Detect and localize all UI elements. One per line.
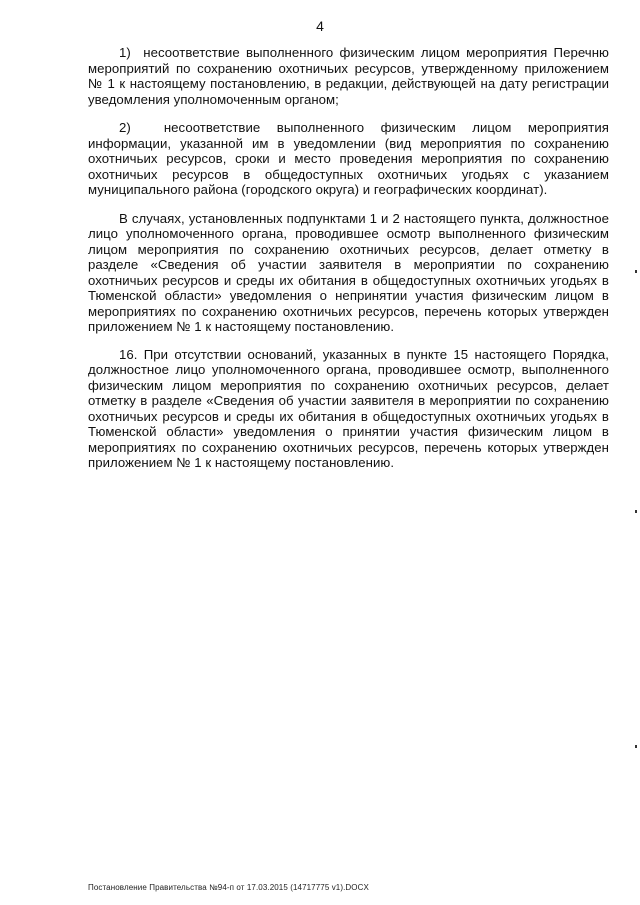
document-body <box>88 45 609 471</box>
paragraph-item-1: 1) несоответствие выполненного физическим лицом мероприятия Перечню мероприятий по сохранению охотничьих ресурсов, утвержденному приложением № 1 к настоящему постановлению, в редакции, действующей на дату регистрации уведомления уполномоченным органом; <box>88 45 609 107</box>
scan-edge-mark <box>635 745 637 748</box>
paragraph-cases: В случаях, установленных подпунктами 1 и 2 настоящего пункта, должностное лицо уполномоченного органа, проводившее осмотр выполненного физическим лицом мероприятия по сохранению охотничьих ресурсов, делает отметку в разделе «Сведения об участии заявителя в мероприятии по сохранению охотничьих ресурсов и среды их обитания в общедоступных охотничьих угодьях в Тюменской области» уведомления о непринятии участия физическим лицом в мероприятиях по сохранению охотничьих ресурсов, перечень которых утвержден приложением № 1 к настоящему постановлению. <box>88 210 609 334</box>
scan-edge-mark <box>635 270 637 273</box>
paragraph-item-2: 2) несоответствие выполненного физическим лицом мероприятия информации, указанной им в уведомлении (вид мероприятия по сохранению охотничьих ресурсов, сроки и место проведения мероприятия по сохранению охотничьих ресурсов в общедоступных охотничьих угодьях с указанием муниципального района (городского округа) и географических координат). <box>88 120 609 197</box>
paragraph-16: 16. При отсутствии оснований, указанных в пункте 15 настоящего Порядка, должностное лицо уполномоченного органа, проводившее осмотр, выполненного физическим лицом мероприятия по сохранению охотничьих ресурсов, делает отметку в разделе «Сведения об участии заявителя в мероприятии по сохранению охотничьих ресурсов и среды их обитания в общедоступных охотничьих угодьях в Тюменской области» уведомления о принятии участия физическим лицом в мероприятиях по сохранению охотничьих ресурсов, перечень которых утвержден приложением № 1 к настоящему постановлению. <box>88 346 609 470</box>
scan-edge-mark <box>635 510 637 513</box>
page-number: 4 <box>316 18 324 34</box>
document-footer: Постановление Правительства №94-п от 17.03.2015 (14717775 v1).DOCX <box>88 883 369 892</box>
